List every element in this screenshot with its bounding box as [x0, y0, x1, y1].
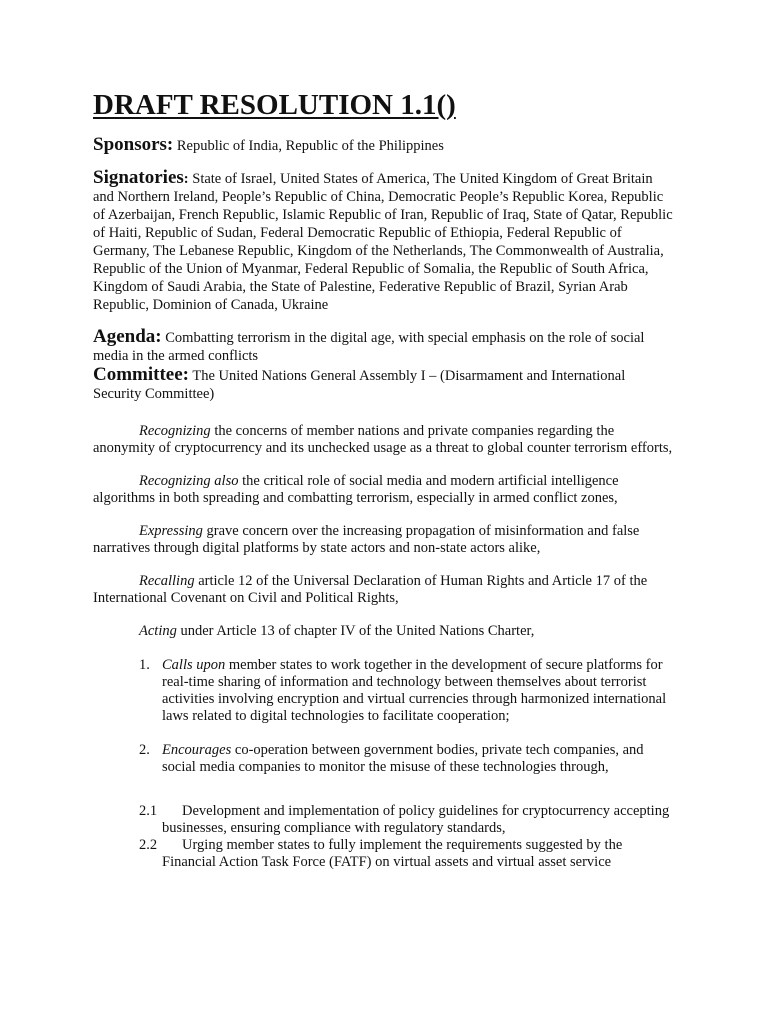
sub-clause-text: Urging member states to fully implement the requirements suggested by the Financial Action Task Force (FATF) on virtual assets and virtual asset service [162, 837, 623, 870]
sponsors-text: Republic of India, Republic of the Philippines [176, 138, 444, 154]
preambulatory-phrase: Acting [139, 623, 177, 639]
preambulatory-clause [93, 623, 673, 640]
operative-clause [93, 742, 673, 776]
signatories-text: State of Israel, United States of America, The United Kingdom of Great Britain and Northern Ireland, People’s Republic of China, Democratic People’s Republic Korea, Republic of Azerbaijan, French Republic, Islamic Republic of Iran, Republic of Iraq, State of Qatar, Republic of Haiti, Republic of Sudan, Federal Democratic Republic of Ethiopia, Federal Republic of Germany, The Lebanese Republic, Kingdom of the Netherlands, The Commonwealth of Australia, Republic of the Union of Myanmar, Federal Republic of Somalia, the Republic of South Africa, Kingdom of Saudi Arabia, the State of Palestine, Federative Republic of Brazil, Syrian Arab Republic, Dominion of Canada, Ukraine [93, 171, 673, 313]
operative-phrase: Encourages [162, 742, 232, 758]
signatories-section [93, 169, 673, 314]
committee-section [93, 366, 673, 403]
agenda-text: Combatting terrorism in the digital age, with special emphasis on the role of social media in the armed conflicts [93, 330, 645, 364]
preambulatory-phrase: Recognizing also [139, 473, 239, 489]
operative-text: member states to work together in the development of secure platforms for real-time sharing of information and technology between themselves about terrorist activities involving encryption and virtual currencies through harmonized international laws related to digital technologies to facilitate cooperation; [162, 657, 667, 724]
sponsors-section [93, 136, 673, 155]
committee-label: Committee: [93, 364, 190, 385]
committee-text: The United Nations General Assembly I – (Disarmament and International Security Committee) [93, 368, 626, 402]
operative-phrase: Calls upon [162, 657, 226, 673]
preambulatory-clause [93, 523, 673, 557]
preambulatory-text: grave concern over the increasing propagation of misinformation and false narratives through digital platforms by state actors and non-state actors alike, [93, 523, 640, 556]
preambulatory-clause [93, 423, 673, 457]
operative-clauses [93, 657, 673, 776]
preambulatory-clause [93, 473, 673, 507]
sub-clause [93, 837, 673, 871]
preambulatory-phrase: Recognizing [139, 423, 211, 439]
preambulatory-text: article 12 of the Universal Declaration of Human Rights and Article 17 of the International Covenant on Civil and Political Rights, [93, 573, 648, 606]
signatories-colon: : [183, 171, 189, 187]
document-page [93, 88, 673, 871]
sub-clause-number: 2.2 [139, 837, 158, 853]
preambulatory-text: the critical role of social media and modern artificial intelligence algorithms in both spreading and combatting terrorism, especially in armed conflict zones, [93, 473, 619, 506]
preambulatory-text: the concerns of member nations and private companies regarding the anonymity of cryptocurrency and its unchecked usage as a threat to global counter terrorism efforts, [93, 423, 673, 456]
operative-clause [93, 657, 673, 725]
preambulatory-phrase: Recalling [139, 573, 195, 589]
sub-clause-number: 2.1 [139, 803, 158, 819]
signatories-label: Signatories [93, 167, 184, 188]
preambulatory-text: under Article 13 of chapter IV of the United Nations Charter, [180, 623, 535, 639]
operative-number: 2. [139, 742, 150, 758]
agenda-section [93, 328, 673, 365]
agenda-label: Agenda: [93, 326, 162, 347]
document-title: DRAFT RESOLUTION 1.1() [93, 89, 456, 121]
preambulatory-clause [93, 573, 673, 607]
sub-clause [93, 803, 673, 837]
preambulatory-phrase: Expressing [139, 523, 203, 539]
operative-number: 1. [139, 657, 150, 673]
sub-clause-text: Development and implementation of policy guidelines for cryptocurrency accepting businesses, ensuring compliance with regulatory standards, [162, 803, 670, 836]
sponsors-label: Sponsors: [93, 134, 174, 155]
operative-text: co-operation between government bodies, private tech companies, and social media companies to monitor the misuse of these technologies through, [162, 742, 644, 775]
